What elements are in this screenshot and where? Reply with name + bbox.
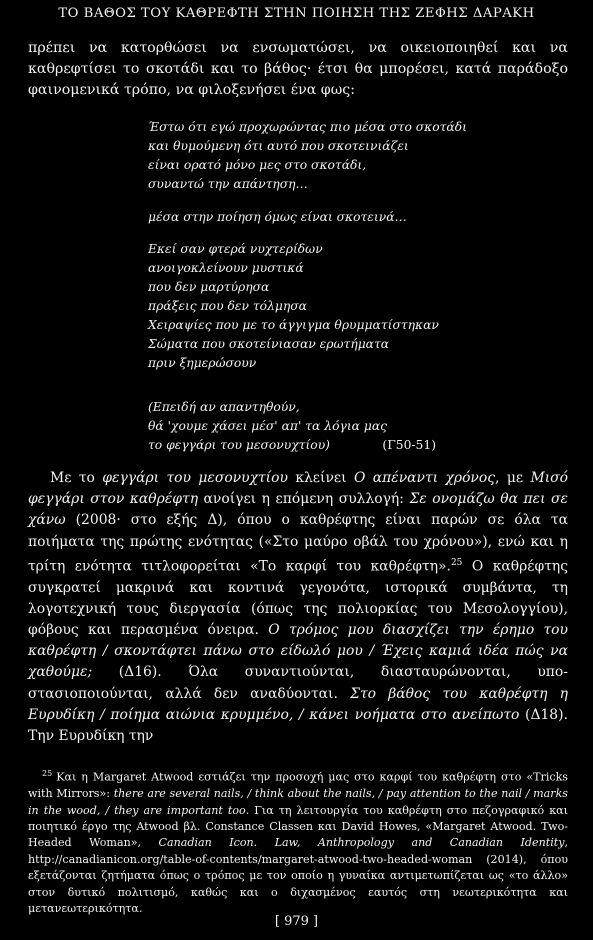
poem-line: το φεγγάρι του μεσονυχτίου) [148, 438, 330, 452]
poem-line: Χειραψίες που με το άγγιγμα θρυμματίστηκαν [148, 318, 439, 332]
poem-line: Εκεί σαν φτερά νυχτερίδων [148, 242, 323, 256]
poem-line: ανοιγοκλείνουν μυστικά [148, 261, 304, 275]
poem-stanza-3 [148, 240, 568, 373]
poem-line: συναντώ την απάντηση… [148, 177, 308, 191]
text-run: ανοίγει η επόμενη συλλογή: [198, 491, 410, 508]
poem-line: και θυμούμενη ότι αυτό που σκοτεινιάζει [148, 139, 409, 153]
text-run: Και η Margaret Atwood εστιάζει την προσοχή μας στο καρφί του καθρέφτη στο «Tricks with Mirrors»: [28, 770, 568, 801]
footnote-number: 25 [42, 769, 53, 778]
text-run: (Δ16). Όλα συναντιούνται, διασταυρώνονται, υποστασιοποιούνται, αλλά δεν αναδύονται. [28, 664, 568, 702]
page-number: [ 979 ] [274, 914, 319, 929]
poem-line: πράξεις που δεν τόλμησα [148, 299, 307, 313]
text-run: . Για τη λειτουργία του καθρέφτη στο πεζογραφικό και ποιητικό έργο της Atwood βλ. Constance Classen και David Howes, «Margaret Atwood. Two-Headed Woman», [28, 803, 569, 850]
poem-line: είναι ορατό μόνο μες στο σκοτάδι, [148, 158, 367, 172]
book-title: Σε ονομάζω θα πει σε χάνω [28, 491, 568, 529]
intro-paragraph: πρέπει να κατορθώσει να ενσωματώσει, να οικειοποιηθεί και να καθρεφτίσει το σκοτάδι και το βάθος· έτσι θα μπορέσει, κατά παράδοξο φαινομενικά τρόπο, να φιλοξενήσει ένα φως: [28, 40, 568, 98]
poem-line: Σώματα που σκοτείνιασαν ερωτήματα [148, 337, 390, 351]
book-title: Ο απέναντι χρόνος [353, 470, 496, 486]
poem-stanza-1 [148, 118, 568, 194]
quotation: Στο βάθος του καθρέφτη η Ευρυδίκη / ποίημα αιώνια κρυμμένο, / κάνει νοήματα στο ανείπωτο [28, 685, 569, 723]
book-title: φεγγάρι του μεσονυχτίου [102, 470, 288, 486]
text-run: (2008· στο εξής Δ), όπου ο καθρέφτης είναι παρών σε όλα τα ποιήματα της πρώτης ενότητας («Στο μαύρο οβάλ του χρόνου»), ενώ και η τρίτη ενότητα τιτλοφορείται «Το καρφί του καθρέφτη». [28, 512, 568, 575]
poem-line: πριν ξημερώσουν [148, 356, 257, 370]
poem-line: που δεν μαρτύρησα [148, 280, 270, 294]
text-run: Ο καθρέφτης συγκρατεί μακρινά και κοντινά γεγονότα, ιστορικά συμβάντα, τη λογοτεχνική τους διεργασία (όπως της πολιορκίας του Μεσολογγίου), φόβους και περασμένα όνειρα. [28, 558, 568, 639]
main-paragraph [28, 468, 568, 747]
poem-line: (Επειδή αν απαντηθούν, [148, 400, 300, 414]
running-head: ΤΟ ΒΑΘΟΣ ΤΟΥ ΚΑΘΡΕΦΤΗ ΣΤΗΝ ΠΟΙΗΣΗ ΤΗΣ ΖΕΦΗΣ ΔΑΡΑΚΗ [58, 6, 535, 21]
quotation: Ο τρόμος μου διασχίζει την έρημο του καθρέφτη / σκοντάφτει πάνω στο είδωλό μου / Έχεις καμιά ιδέα πώς να χαθούμε; [28, 622, 568, 681]
poem-stanza-4 [148, 398, 568, 455]
footnote-reference: 25 [450, 557, 463, 568]
text-run: κλείνει [287, 470, 354, 486]
poem-line: μέσα στην ποίηση όμως είναι σκοτεινά… [148, 210, 407, 224]
text-run: (Δ18). Την Ευρυδίκη την [28, 706, 568, 745]
poem-stanza-2 [148, 208, 568, 227]
book-title: Canadian Icon. Law, Anthropology and Canadian Identity [158, 836, 565, 850]
text-run: , http://canadianicon.org/table-of-contents/margaret-atwood-two-headed-woman (2014), όπου εξετάζονται ζητήματα όπως ο τρόπος με τον οποίο η γυναίκα αντιμετωπίζεται ως «το άλλο» στον δυτικό πολιτισμό, καθώς και ο διχασμένος εαυτός στη νεωτερικότητα και μετανεωτερικότητα. [28, 836, 568, 915]
poem-reference: (Γ50-51) [382, 438, 436, 452]
text-run: Με το [50, 470, 103, 486]
poem-line: θά 'χουμε χάσει μέσ' απ' τα λόγια μας [148, 419, 388, 433]
book-title: Μισό φεγγάρι στον καθρέφτη [28, 470, 568, 508]
footnote [28, 766, 568, 917]
poem-line: Έστω ότι εγώ προχωρώντας πιο μέσα στο σκοτάδι [148, 120, 467, 134]
text-run: , με [495, 470, 531, 486]
quotation: there are several nails, / think about the nails, / pay attention to the nail / marks in the wood, / they are important too [28, 787, 568, 817]
